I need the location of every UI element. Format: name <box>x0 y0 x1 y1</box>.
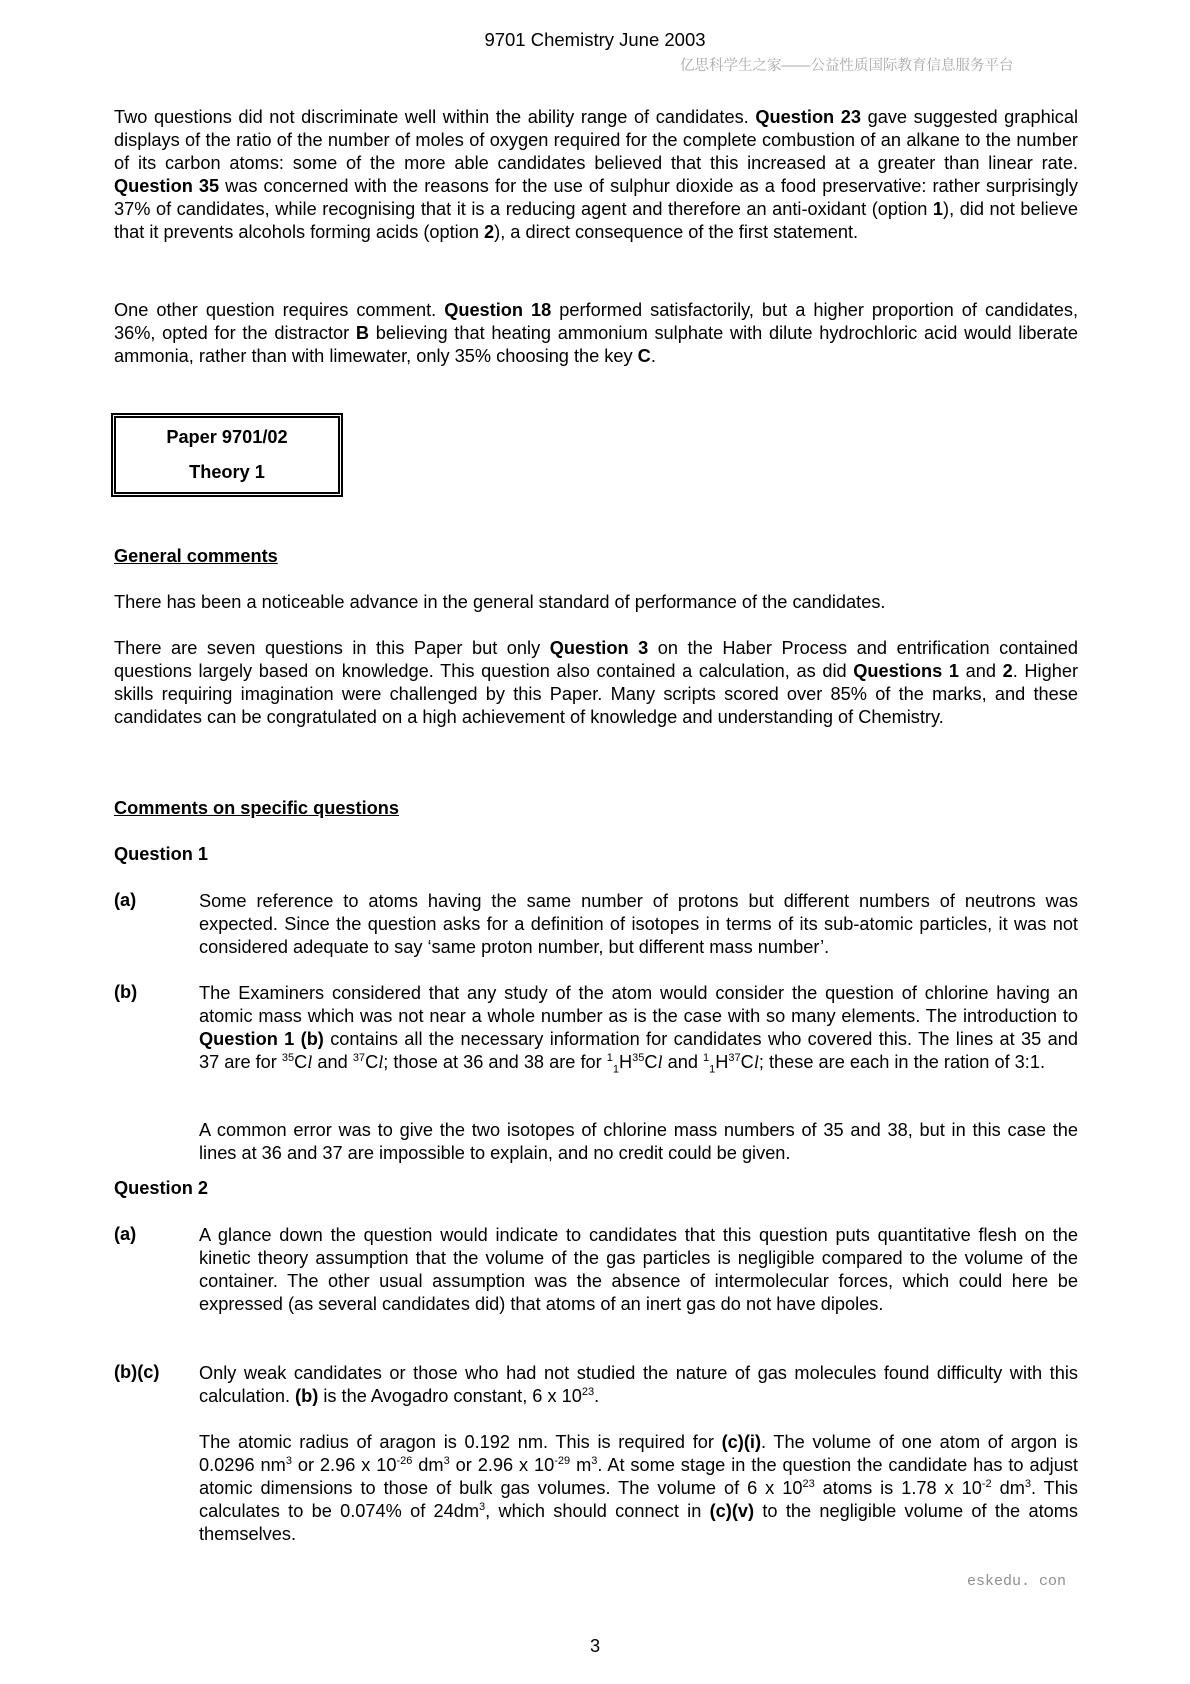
general-comments-paragraph-2: There are seven questions in this Paper but only Question 3 on the Haber Process and entrification contained questions largely based on knowledge. This question also contained a calculation, as did Questions 1 and 2. Higher skills requiring imagination were challenged by this Paper. Many scripts scored over 85% of the marks, and these candidates can be congratulated on a high achievement of knowledge and understanding of Chemistry. <box>114 638 1079 727</box>
q2-part-c-text: The atomic radius of aragon is 0.192 nm. This is required for (c)(i). The volume of one atom of argon is 0.0296 $nm^3$ or 2.96 x $10^{-26}$ $dm^3$ or 2.96 x $10^{-29}$ $m^3$. At some stage in the question the candidate has to adjust atomic dimensions to those of bulk gas volumes. The volume of 6 x $10^{23}$ atoms is 1.78 x $10^{-2}$ $dm^3$. This calculates to be 0.074% of $24dm^3$, which should connect in (c)(v) to the negligible volume of the atoms themselves. <box>199 1432 1079 1544</box>
q1-part-b-label: (b) <box>114 982 138 1002</box>
q2-part-a-label: (a) <box>114 1224 137 1244</box>
q2-part-a-text: A glance down the question would indicate to candidates that this question puts quantitative flesh on the kinetic theory assumption that the volume of the gas particles is negligible compared to the volume of the container. The other usual assumption was the absence of intermolecular forces, which could here be expressed (as several candidates did) that atoms of an inert gas do not have dipoles. <box>199 1225 1078 1314</box>
mcq-comments-paragraph: Two questions did not discriminate well within the ability range of candidates. Question 23 gave suggested graphical displays of the ratio of the number of moles of oxygen required for the complete combustion of an alkane to the number of its carbon atoms: some of the more able candidates believed that this increased at a greater than linear rate. Question 35 was concerned with the reasons for the use of sulphur dioxide as a food preservative: rather surprisingly 37% of candidates, while recognising that it is a reducing agent and therefore an anti-oxidant (option 1), did not believe that it prevents alcohols forming acids (option 2), a direct consequence of the first statement. <box>114 107 1078 242</box>
q2-part-bc-text: Only weak candidates or those who had not studied the nature of gas molecules found difficulty with this calculation. (b) is the Avogadro constant, 6 x $10^{23}$. <box>199 1363 1078 1406</box>
q1-part-b-text: The Examiners considered that any study of the atom would consider the question of chlorine having an atomic mass which was not near a whole number as is the case with so many elements. The introduction to Question 1 (b) contains all the necessary information for candidates who covered this. The lines at 35 and 37 are for $^{35}$Cl and $^{37}$Cl; those at 36 and 38 are for $^1_1H^{35}Cl$ and $^1_1H^{37}Cl$; these are each in the ration of 3:1. <box>199 983 1078 1076</box>
document-header-title: 9701 Chemistry June 2003 <box>484 29 706 50</box>
question-1-heading: Question 1 <box>114 844 208 864</box>
paper-code: Paper 9701/02 <box>166 427 288 447</box>
general-comments-paragraph-1: There has been a noticeable advance in the general standard of performance of the candidates. <box>114 592 886 612</box>
q2-part-bc-label: (b)(c) <box>114 1362 160 1382</box>
paper-subtitle: Theory 1 <box>189 462 265 482</box>
specific-comments-heading: Comments on specific questions <box>114 798 399 818</box>
page-number: 3 <box>589 1636 601 1656</box>
general-comments-heading: General comments <box>114 546 278 566</box>
q1-part-b-text-2: A common error was to give the two isotopes of chlorine mass numbers of 35 and 38, but in this case the lines at 36 and 37 are impossible to explain, and no credit could be given. <box>199 1120 1078 1163</box>
q1-part-a-text: Some reference to atoms having the same number of protons but different numbers of neutrons was expected. Since the question asks for a definition of isotopes in terms of its sub-atomic particles, it was not considered adequate to say ‘same proton number, but different mass number’. <box>199 891 1078 957</box>
header-watermark: 亿思科学生之家——公益性质国际教育信息服务平台 <box>680 58 1014 74</box>
q1-part-a-label: (a) <box>114 890 137 910</box>
question-18-paragraph: One other question requires comment. Question 18 performed satisfactorily, but a higher proportion of candidates, 36%, opted for the distractor B believing that heating ammonium sulphate with dilute hydrochloric acid would liberate ammonia, rather than with limewater, only 35% choosing the key C. <box>114 300 1078 366</box>
question-2-heading: Question 2 <box>114 1178 208 1198</box>
paper-title-box <box>111 413 343 497</box>
footer-watermark: eskedu. con <box>967 1573 1067 1590</box>
